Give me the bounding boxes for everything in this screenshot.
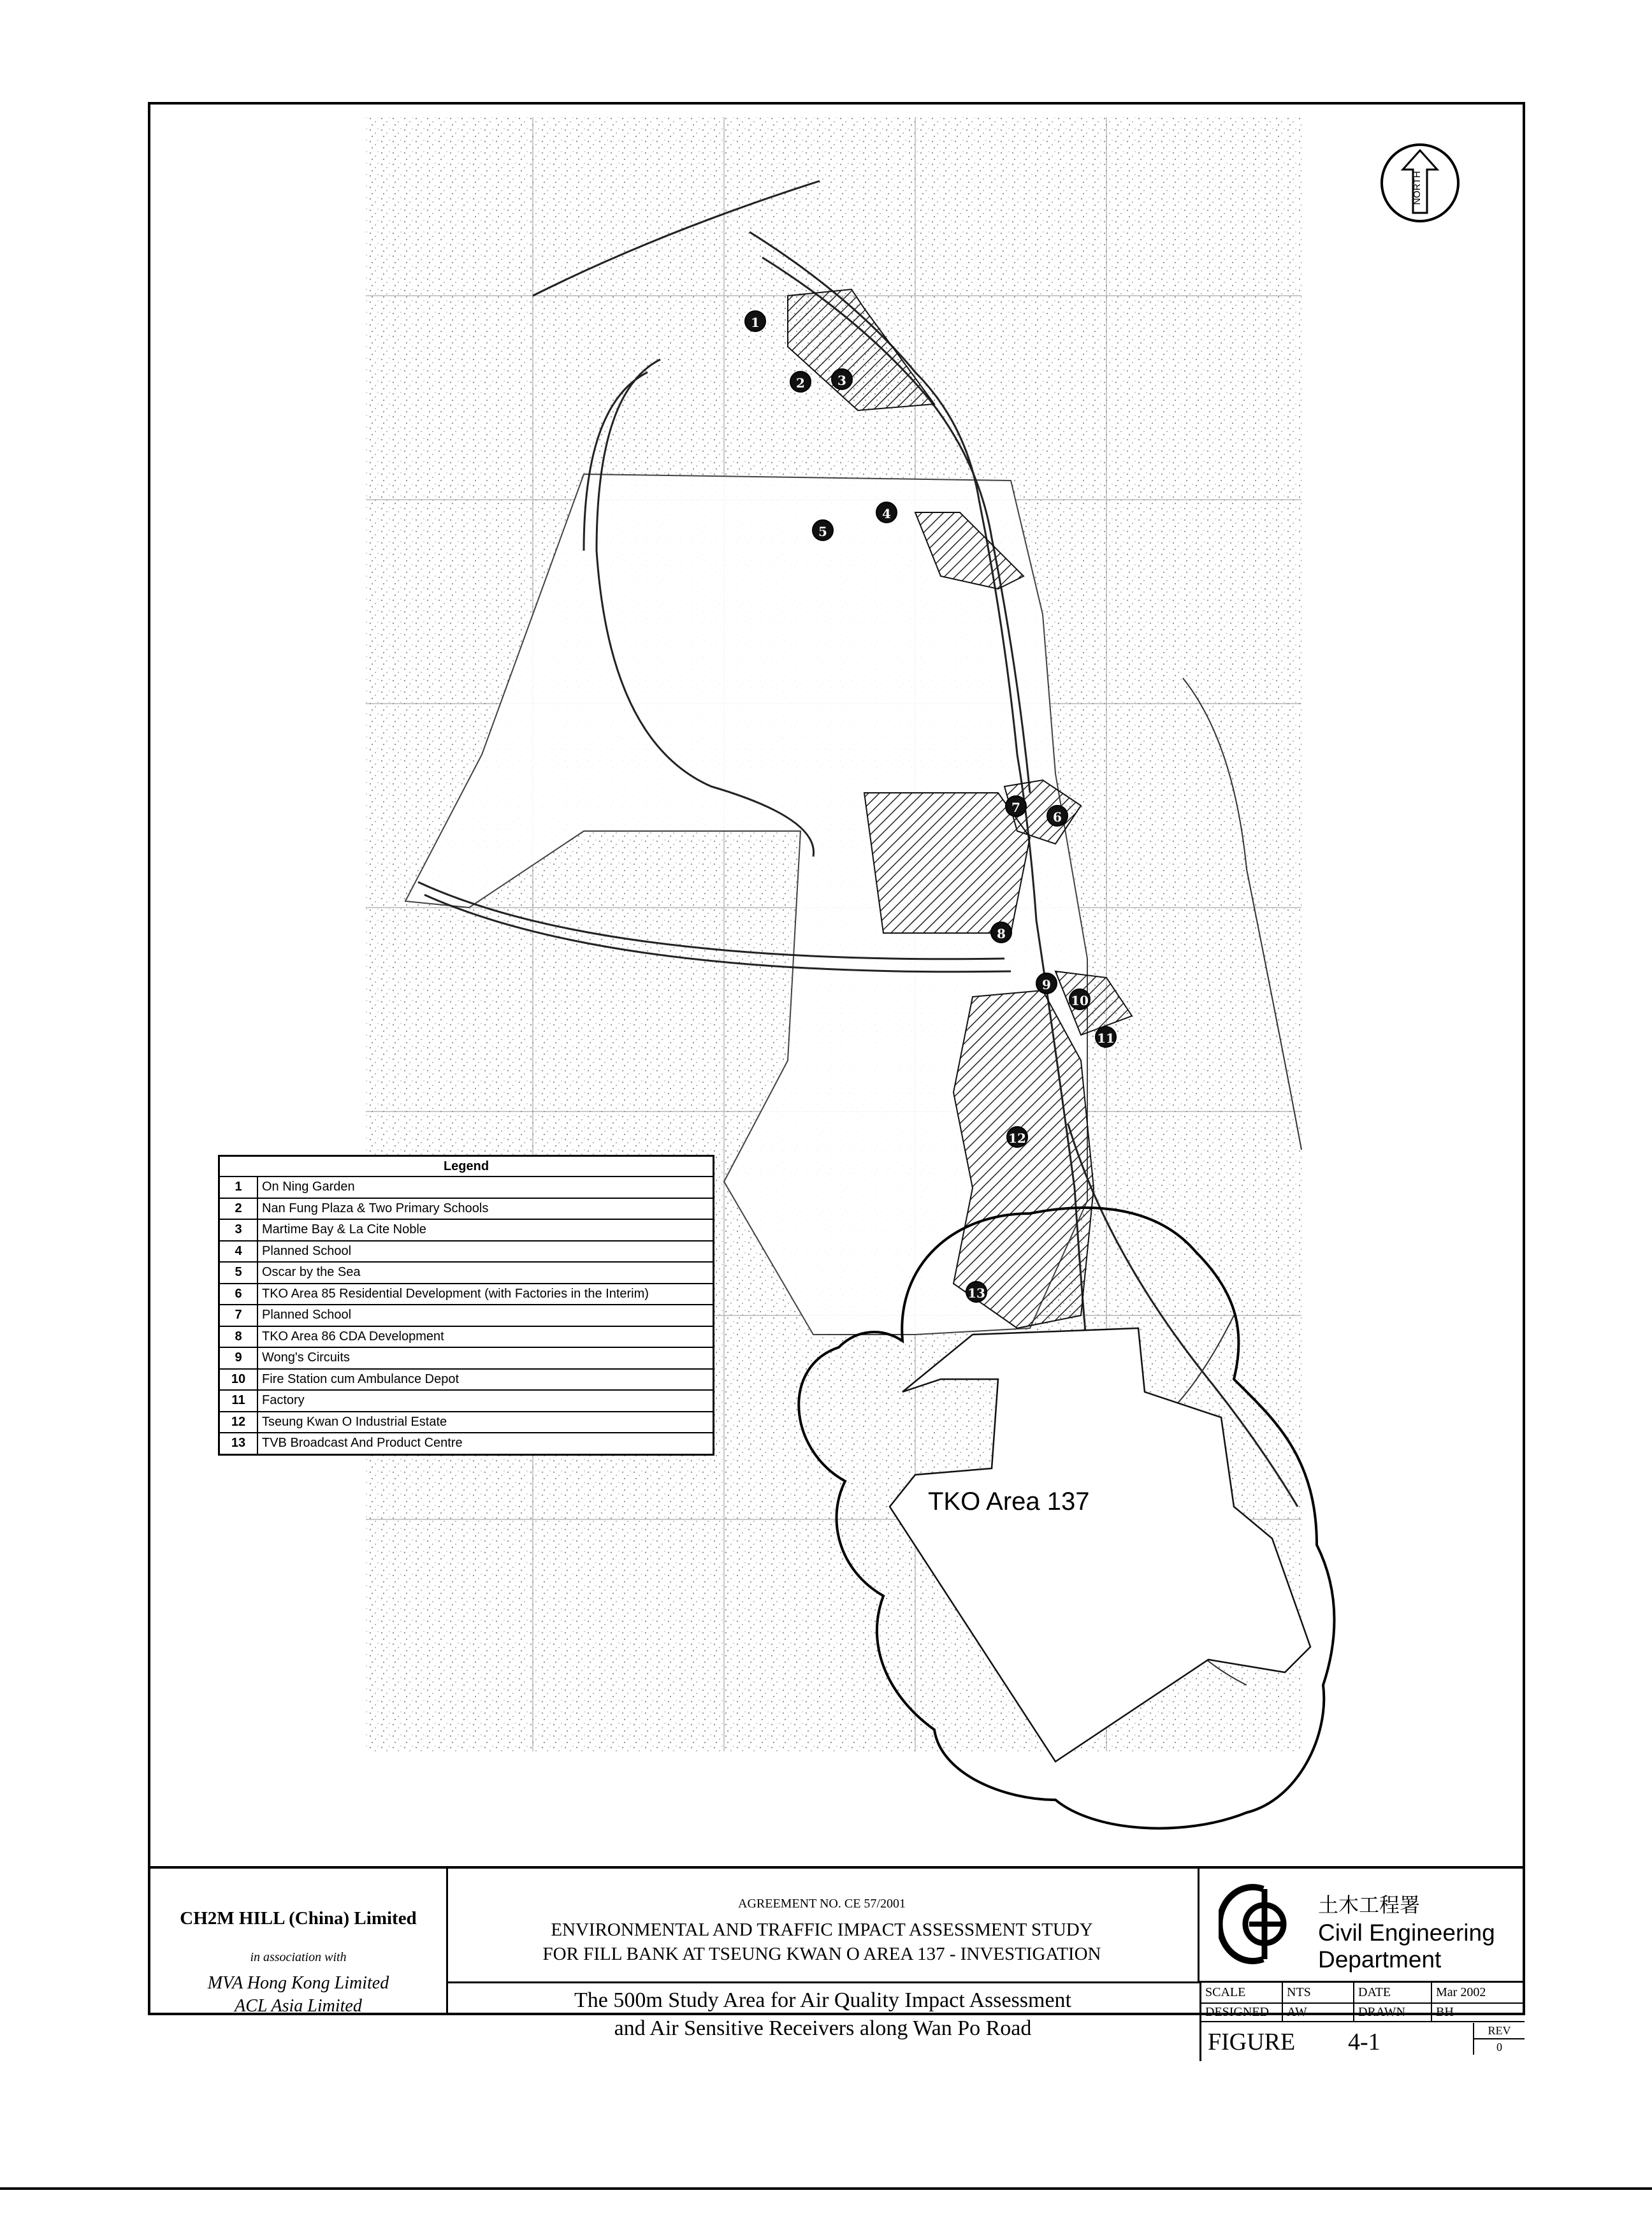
marker-2[interactable]: 2 [790, 371, 811, 393]
legend-row [220, 1220, 713, 1242]
department-name-chinese: 土木工程署 [1318, 1893, 1421, 1917]
legend-label: Oscar by the Sea [262, 1265, 361, 1279]
legend-row [220, 1348, 713, 1370]
legend-row [220, 1199, 713, 1220]
area-label: TKO Area 137 [928, 1488, 1090, 1516]
figure-label: FIGURE [1208, 2029, 1296, 2055]
study-title-line: ENVIRONMENTAL AND TRAFFIC IMPACT ASSESSMENT STUDY [551, 1920, 1093, 1940]
marker-8[interactable]: 8 [990, 922, 1012, 943]
consultant-block [150, 1869, 448, 2016]
association-text: in association with [250, 1950, 347, 1964]
legend-num: 12 [220, 1412, 258, 1433]
marker-9[interactable]: 9 [1036, 973, 1057, 994]
drawn-label: DRAWN [1354, 2002, 1432, 2022]
legend-row [220, 1391, 713, 1412]
legend-label: TKO Area 85 Residential Development (with Factories in the Interim) [262, 1286, 649, 1301]
designed-label: DESIGNED [1201, 2002, 1283, 2022]
legend-label: On Ning Garden [262, 1180, 355, 1194]
partner-name: ACL Asia Limited [235, 1996, 362, 2016]
legend-title: Legend [220, 1157, 713, 1177]
legend-row [220, 1305, 713, 1327]
department-name: Department [1318, 1946, 1442, 1973]
map-area [150, 105, 1523, 1866]
revision-box [1473, 2023, 1525, 2055]
site-map [150, 105, 1523, 1866]
legend-label: Factory [262, 1393, 305, 1407]
legend-num: 13 [220, 1433, 258, 1454]
legend-label: Planned School [262, 1308, 352, 1322]
legend-label: TVB Broadcast And Product Centre [262, 1436, 463, 1450]
legend-num: 5 [220, 1263, 258, 1283]
legend-row [220, 1412, 713, 1434]
legend [218, 1155, 714, 1456]
drawing-subtitle-line: and Air Sensitive Receivers along Wan Po Road [614, 2017, 1032, 2040]
info-row [1201, 1983, 1525, 2004]
legend-num: 10 [220, 1370, 258, 1390]
drawing-sheet [148, 102, 1525, 2055]
marker-11[interactable]: 11 [1095, 1026, 1117, 1048]
partner-name: MVA Hong Kong Limited [207, 1973, 389, 1993]
scale-label: SCALE [1201, 1983, 1283, 2002]
legend-num: 7 [220, 1305, 258, 1326]
department-name: Civil Engineering [1318, 1920, 1495, 1946]
legend-label: Planned School [262, 1243, 352, 1258]
marker-5[interactable]: 5 [812, 519, 834, 541]
marker-10[interactable]: 10 [1069, 988, 1090, 1010]
marker-6[interactable]: 6 [1047, 805, 1068, 827]
legend-row [220, 1433, 713, 1454]
legend-num: 2 [220, 1199, 258, 1219]
legend-num: 8 [220, 1327, 258, 1347]
legend-label: Tseung Kwan O Industrial Estate [262, 1414, 447, 1429]
marker-13[interactable]: 13 [966, 1281, 987, 1303]
legend-label: Nan Fung Plaza & Two Primary Schools [262, 1201, 489, 1215]
study-title-line: FOR FILL BANK AT TSEUNG KWAN O AREA 137 - INVESTIGATION [542, 1944, 1101, 1964]
ced-logo-icon [1219, 1883, 1290, 1966]
marker-4[interactable]: 4 [876, 502, 897, 523]
client-block [1199, 1869, 1525, 1983]
legend-num: 6 [220, 1284, 258, 1305]
north-arrow-icon [1379, 141, 1461, 224]
legend-row [220, 1177, 713, 1199]
north-label: NORTH [1412, 171, 1423, 205]
legend-label: Fire Station cum Ambulance Depot [262, 1372, 460, 1386]
designed-value: AW [1283, 2002, 1354, 2022]
date-label: DATE [1354, 1983, 1432, 2002]
revision-value: 0 [1496, 2041, 1502, 2053]
date-value: Mar 2002 [1436, 1985, 1486, 1999]
legend-row [220, 1263, 713, 1284]
consultant-name: CH2M HILL (China) Limited [180, 1908, 417, 1929]
figure-number: 4-1 [1348, 2029, 1380, 2055]
agreement-number: AGREEMENT NO. CE 57/2001 [738, 1897, 906, 1911]
marker-1[interactable]: 1 [744, 310, 766, 332]
revision-label: REV [1474, 2023, 1525, 2039]
legend-num: 11 [220, 1391, 258, 1411]
legend-label: TKO Area 86 CDA Development [262, 1329, 444, 1343]
drawn-value: BH [1432, 2002, 1525, 2022]
scale-value: NTS [1283, 1983, 1354, 2002]
marker-12[interactable]: 12 [1006, 1126, 1028, 1148]
legend-row [220, 1284, 713, 1306]
legend-num: 9 [220, 1348, 258, 1368]
page-bottom-rule [0, 2187, 1652, 2190]
figure-row [1199, 2023, 1525, 2061]
legend-num: 1 [220, 1177, 258, 1198]
legend-label: Wong's Circuits [262, 1350, 350, 1365]
legend-row [220, 1327, 713, 1349]
drawing-subtitle-line: The 500m Study Area for Air Quality Impact Assessment [574, 1988, 1071, 2012]
legend-row [220, 1242, 713, 1263]
legend-row [220, 1370, 713, 1391]
project-title-block [446, 1869, 1199, 1983]
legend-label: Martime Bay & La Cite Noble [262, 1222, 426, 1236]
legend-num: 4 [220, 1242, 258, 1262]
legend-num: 3 [220, 1220, 258, 1240]
site-zone-8 [864, 793, 1030, 933]
marker-7[interactable]: 7 [1005, 795, 1027, 817]
marker-3[interactable]: 3 [831, 368, 853, 390]
